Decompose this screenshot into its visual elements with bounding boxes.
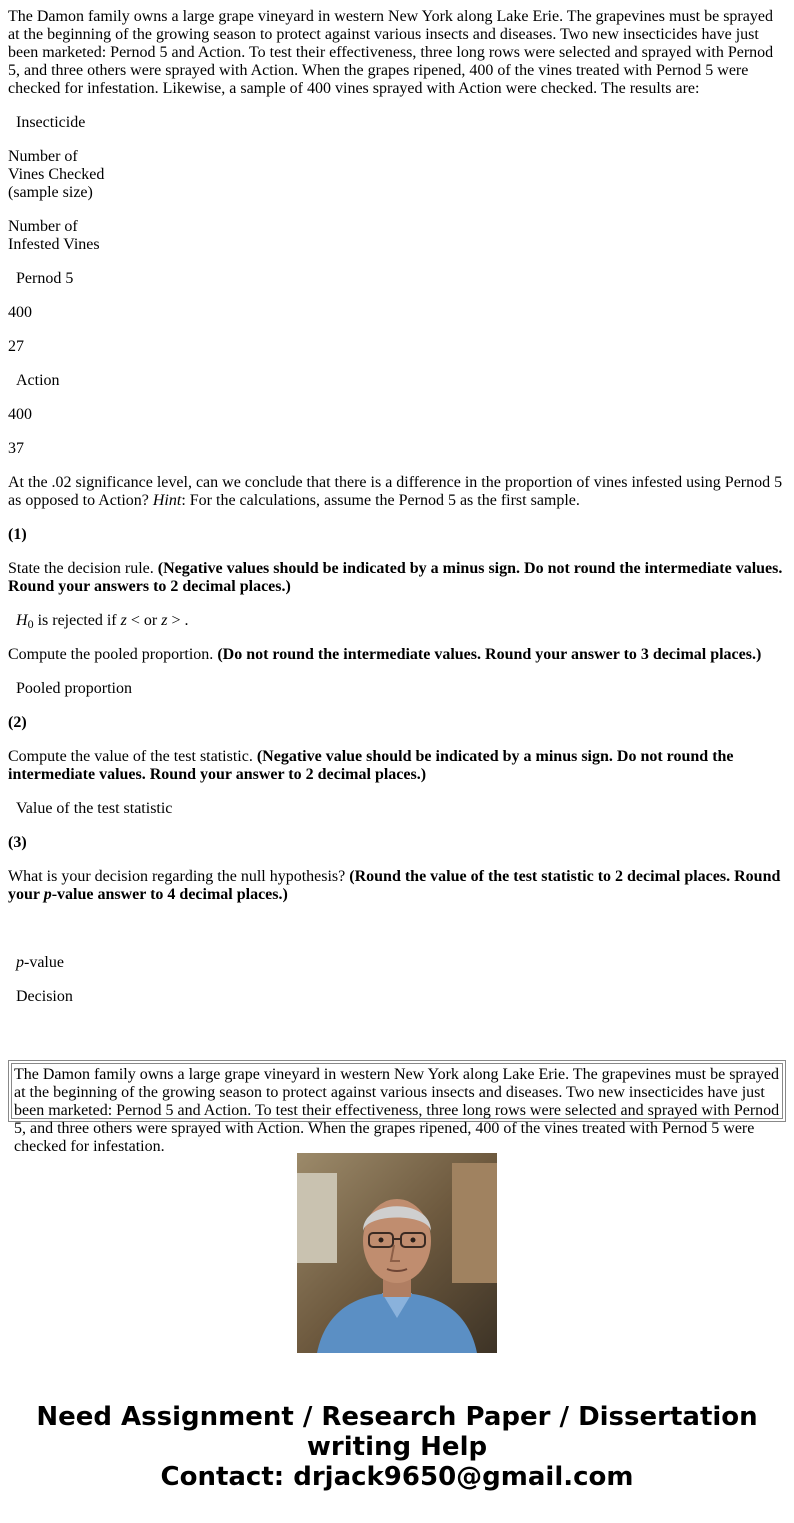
part-1-label: (1) xyxy=(8,526,27,543)
part-2-prompt xyxy=(8,748,786,784)
decision-instruction-b: -value answer to 4 decimal places.) xyxy=(51,886,288,903)
table-cell-name: Action xyxy=(16,372,60,389)
test-statistic-instruction: (Negative value should be indicated by a minus sign. Do not round the intermediate values. Round your answer to 2 decimal places.) xyxy=(8,748,734,783)
h-symbol: H xyxy=(16,612,28,629)
header-infested-line-1: Number of xyxy=(8,218,78,235)
test-statistic-label: Value of the test statistic xyxy=(16,800,173,817)
test-statistic-prompt: Compute the value of the test statistic. xyxy=(8,748,257,765)
h-subscript: 0 xyxy=(27,617,34,631)
part-3-prompt xyxy=(8,868,786,904)
question-preview-text: The Damon family owns a large grape vineyard in western New York along Lake Erie. The grapevines must be sprayed at the beginning of the growing season to protect against various insects and diseases. Two new insecticides have just been marketed: Pernod 5 and Action. To test their effectiveness, three long rows were selected and sprayed with Pernod 5, and three others were sprayed with Action. When the grapes ripened, 400 of the vines treated with Pernod 5 were checked for infestation. xyxy=(14,1066,780,1155)
header-checked-line-3: (sample size) xyxy=(8,184,93,201)
question-paragraph xyxy=(8,474,786,510)
decision-instruction-a: (Round the value of the test statistic to 2 decimal places. Round your xyxy=(8,868,781,903)
z-symbol: z xyxy=(120,612,127,629)
header-checked-line-1: Number of xyxy=(8,148,78,165)
part-1-prompt xyxy=(8,560,786,596)
part-3-label: (3) xyxy=(8,834,27,851)
rule-gt-text: > . xyxy=(167,612,189,629)
decision-prompt: What is your decision regarding the null hypothesis? xyxy=(8,868,350,885)
spacer xyxy=(8,920,786,954)
avatar-portrait-icon xyxy=(297,1153,497,1353)
decision-rule-line xyxy=(8,612,786,630)
question-text: At the .02 significance level, can we conclude that there is a difference in the proportion of vines infested using Pernod 5 as opposed to Action? xyxy=(8,474,783,509)
question-preview-box xyxy=(8,1060,786,1155)
z-symbol: z xyxy=(161,612,168,629)
p-symbol: p xyxy=(43,886,52,903)
p-value-suffix: -value xyxy=(24,954,64,971)
rule-mid-text: is rejected if xyxy=(33,612,121,629)
intro-paragraph: The Damon family owns a large grape vineyard in western New York along Lake Erie. The grapevines must be sprayed at the beginning of the growing season to protect against various insects and diseases. Two new insecticides have just been marketed: Pernod 5 and Action. To test their effectiveness, three long rows were selected and sprayed with Pernod 5, and three others were sprayed with Action. When the grapes ripened, 400 of the vines treated with Pernod 5 were checked for infestation. Likewise, a sample of 400 vines sprayed with Action were checked. The results are: xyxy=(8,8,774,97)
question-preview-inner xyxy=(11,1063,783,1155)
table-cell-infested: 27 xyxy=(8,338,24,355)
decision-rule-prompt: State the decision rule. xyxy=(8,560,158,577)
p-symbol: p xyxy=(16,954,24,971)
table-header-infested xyxy=(8,218,786,254)
p-value-label xyxy=(8,954,786,972)
pooled-prompt: Compute the pooled proportion. xyxy=(8,646,218,663)
promo-banner xyxy=(0,1402,794,1492)
hint-label: Hint xyxy=(152,492,182,509)
avatar xyxy=(297,1153,497,1353)
table-cell-name: Pernod 5 xyxy=(16,270,74,287)
table-cell-checked: 400 xyxy=(8,406,32,423)
header-checked-line-2: Vines Checked xyxy=(8,166,105,183)
table-header-checked xyxy=(8,148,786,202)
promo-contact: Contact: drjack9650@gmail.com xyxy=(160,1462,634,1492)
promo-line-2: writing Help xyxy=(306,1432,488,1462)
header-infested-line-2: Infested Vines xyxy=(8,236,100,253)
pooled-instruction: (Do not round the intermediate values. Round your answer to 3 decimal places.) xyxy=(217,646,762,663)
decision-rule-instruction: (Negative values should be indicated by a minus sign. Do not round the intermediate values. Round your answers to 2 decimal places.) xyxy=(8,560,783,595)
promo-line-1: Need Assignment / Research Paper / Dissertation xyxy=(36,1402,758,1432)
pooled-proportion-label: Pooled proportion xyxy=(16,680,132,697)
table-cell-infested: 37 xyxy=(8,440,24,457)
part-2-label: (2) xyxy=(8,714,27,731)
hint-text: : For the calculations, assume the Pernod 5 as the first sample. xyxy=(181,492,580,509)
rule-lt-text: < or xyxy=(126,612,162,629)
pooled-paragraph xyxy=(8,646,786,664)
decision-label: Decision xyxy=(16,988,73,1005)
table-cell-checked: 400 xyxy=(8,304,32,321)
question-content xyxy=(8,8,786,1022)
table-header-insecticide: Insecticide xyxy=(16,114,86,131)
